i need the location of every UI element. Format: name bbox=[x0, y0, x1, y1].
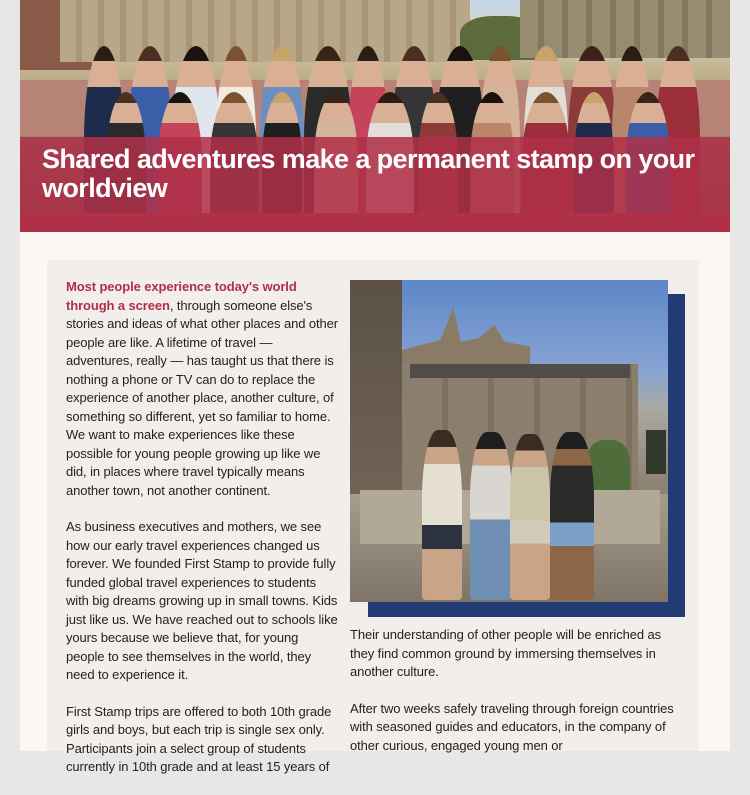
headline: Shared adventures make a permanent stamp on your worldview bbox=[42, 144, 695, 203]
intro-lead: Most people experience today's world through a screen bbox=[66, 279, 297, 313]
banner-accent-bar bbox=[20, 213, 730, 232]
hero-section bbox=[20, 0, 730, 232]
headline-banner bbox=[20, 137, 730, 213]
paragraph-founders: As business executives and mothers, we see how our early travel experiences changed us forever. We founded First Stamp to provide fully funded global travel experiences to students with big dreams growing up in small towns. Kids just like us. We have reached out to schools like yours because we believe that, for young people to see themselves in the world, they need to experience it. bbox=[66, 519, 338, 682]
paragraph-intro bbox=[66, 278, 338, 500]
paragraph-trips: First Stamp trips are offered to both 10th grade girls and boys, but each trip is single sex only. Participants join a select group of students currently in 10th grade and at least 15 years of bbox=[66, 703, 332, 774]
left-column bbox=[66, 278, 338, 795]
intro-rest: , through someone else's stories and ideas of what other places and other people are like. A lifetime of travel — adventures, really — has taught us that there is nothing a phone or TV can do to replace the experience of another place, another culture, of something so different, yet so familiar to home. We want to make experiences like these possible for young people growing up like we did, in places where travel typically means another town, not another continent. bbox=[66, 297, 338, 498]
students-at-abbey-photo bbox=[350, 280, 668, 602]
right-column bbox=[350, 626, 680, 773]
paragraph-two-weeks: After two weeks safely traveling through foreign countries with seasoned guides and educators, in the company of other curious, engaged young men or bbox=[350, 700, 674, 753]
content-panel bbox=[47, 260, 699, 774]
photo-frame bbox=[350, 280, 687, 618]
article-page bbox=[20, 232, 730, 774]
paragraph-understanding: Their understanding of other people will be enriched as they find common ground by immersing themselves in another culture. bbox=[350, 627, 662, 679]
